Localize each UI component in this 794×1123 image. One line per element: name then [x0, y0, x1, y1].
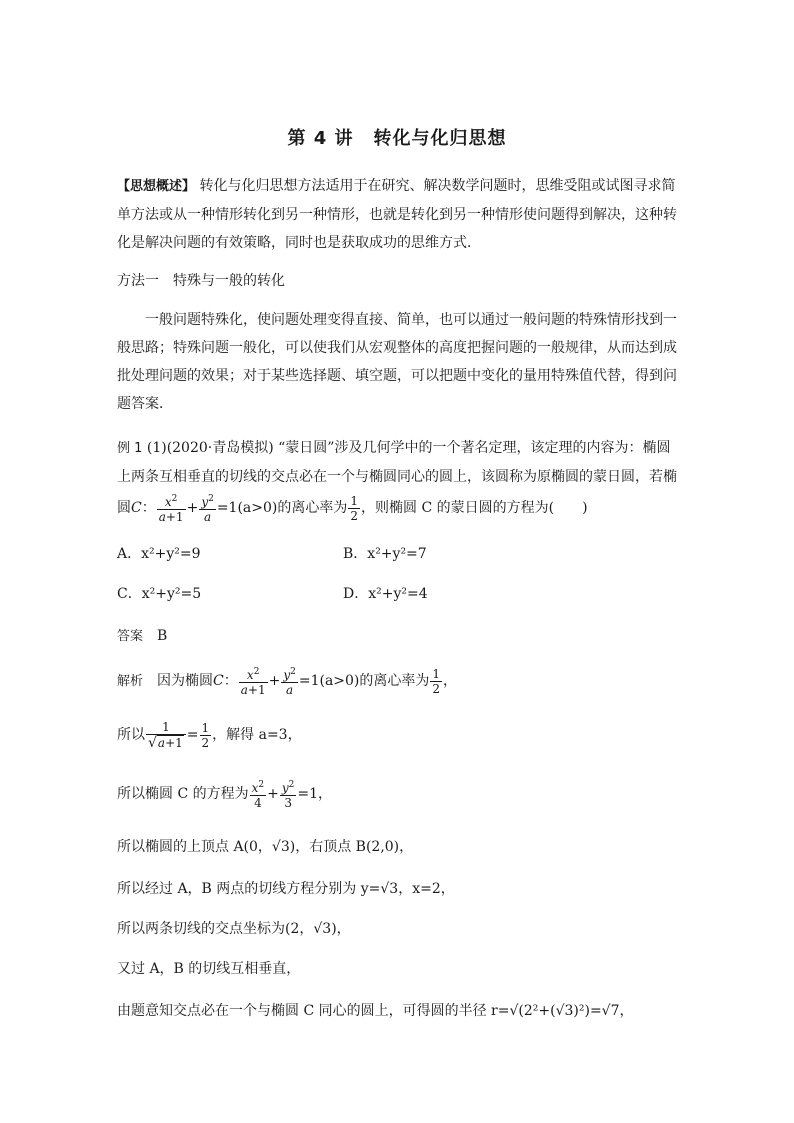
solution-line7: 又过 A，B 的切线互相垂直， — [117, 961, 301, 977]
fraction-half: $\frac{1}{2}$ — [432, 666, 441, 696]
lecture-number: 第 4 讲 — [287, 128, 354, 149]
solution-line6: 所以两条切线的交点坐标为(2，√3)， — [117, 921, 351, 937]
solution-line5: 所以经过 A，B 两点的切线方程分别为 y=√3，x=2， — [117, 881, 455, 897]
answer-line — [117, 625, 167, 645]
fraction-y2: $\frac{y^2}{a}$ — [283, 667, 296, 697]
answer-label: 答案 — [117, 629, 144, 644]
example1-line3-start: 圆 — [117, 500, 131, 516]
fraction-half: $\frac{1}{2}$ — [350, 493, 359, 523]
overview-tag: 【思想概述】 — [117, 179, 196, 194]
example1-line2: 上两条互相垂直的切线的交点必在一个与椭圆同心的圆上，该圆称为原椭圆的蒙日圆，若椭 — [117, 469, 677, 485]
solution-line3: 所以椭圆 C 的方程为 $\frac{x^2}{4}$ + $\frac{y^2}{3}$ =1， — [117, 780, 333, 810]
fraction-y2: $\frac{y^2}{a}$ — [201, 494, 214, 524]
example1-label: 例 1 — [117, 441, 143, 456]
fraction-y2-over-3: $\frac{y^2}{3}$ — [281, 780, 295, 810]
fraction-half: $\frac{1}{2}$ — [201, 720, 210, 750]
page-title — [0, 124, 794, 150]
fraction-x2: $\frac{x^2}{a+1}$ — [158, 494, 184, 524]
lecture-topic: 转化与化归思想 — [373, 128, 507, 149]
fraction-x2: $\frac{x^2}{a+1}$ — [240, 667, 266, 697]
method1-heading: 方法一 特殊与一般的转化 — [117, 273, 285, 289]
option-d[interactable]: D．x²+y²=4 — [343, 586, 428, 602]
option-b[interactable]: B．x²+y²=7 — [343, 546, 427, 562]
example1-line3-mid: =1(a>0)的离心率为 — [216, 500, 348, 516]
example1-block — [117, 434, 687, 525]
overview-paragraph — [117, 172, 687, 257]
solution-line4: 所以椭圆的上顶点 A(0，√3)，右顶点 B(2,0)， — [117, 839, 414, 855]
overview-text: 转化与化归思想方法适用于在研究、解决数学问题时，思维受阻或试图寻求简单方法或从一种情形转化到另一种情形，也就是转化到另一种情形使问题得到解决，这种转化是解决问题的有效策略，同时也是获取成功的思维方式． — [117, 178, 677, 251]
option-c[interactable]: C．x²+y²=5 — [117, 586, 202, 602]
solution-line8: 由题意知交点必在一个与椭圆 C 同心的圆上，可得圆的半径 r=√(2²+(√3)²)=√7， — [117, 1003, 634, 1019]
example1-line1 — [117, 434, 687, 463]
fraction-x2-over-4: $\frac{x^2}{4}$ — [251, 780, 265, 810]
method1-paragraph: 一般问题特殊化，使问题处理变得直接、简单，也可以通过一般问题的特殊情形找到一般思路；特殊问题一般化，可以使我们从宏观整体的高度把握问题的一般规律，从而达到成批处理问题的效果；对于某些选择题、填空题，可以把题中变化的量用特殊值代替，得到问题答案． — [117, 312, 677, 412]
solution-line2: 所以 $\frac{1}{√a+1}$ = $\frac{1}{2}$ ，解得 a=3， — [117, 720, 302, 751]
example1-line3: 圆C： $\frac{x^2}{a+1}$ + $\frac{y^2}{a}$ =1(a>0)的离心率为 $\frac{1}{2}$ ，则椭圆 C 的蒙日圆的方程为( ) — [117, 493, 588, 524]
ellipse-symbol: C — [131, 500, 142, 516]
example1-line1-text: (1)(2020·青岛模拟) “蒙日圆”涉及几何学中的一个著名定理，该定理的内容为：椭圆 — [146, 440, 671, 456]
example1-line3-end: ，则椭圆 C 的蒙日圆的方程为( ) — [361, 500, 588, 516]
option-a[interactable]: A．x²+y²=9 — [117, 546, 201, 562]
fraction-inverse-sqrt: $\frac{1}{√a+1}$ — [146, 720, 186, 750]
answer-value: B — [157, 628, 168, 644]
solution-line1: 解析 因为椭圆C： $\frac{x^2}{a+1}$ + $\frac{y^2}{a}$ =1(a>0)的离心率为 $\frac{1}{2}$ ， — [117, 666, 458, 697]
solution-label: 解析 — [117, 674, 144, 689]
